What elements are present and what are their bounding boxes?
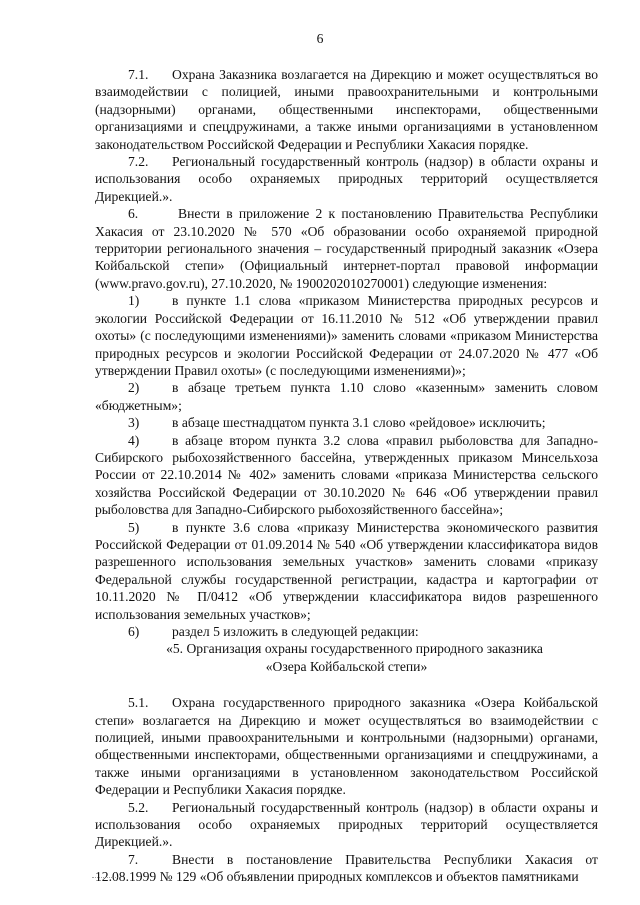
- section-heading-line-1: «5. Организация охраны государственного природного заказника: [166, 641, 543, 657]
- paragraph-number: 7.2.: [128, 154, 149, 170]
- paragraph-number: 5.2.: [128, 799, 149, 815]
- paragraph-number: 7.1.: [128, 67, 149, 82]
- list-item-5: [95, 519, 598, 623]
- paragraph-6: [95, 205, 598, 292]
- paragraph-text: Внести в приложение 2 к постановлению Правительства Республики Хакасия от 23.10.2020 № 570 «Об образовании особо охраняемой природной территории регионального значения – государственный природный заказник «Озера Койбальской степи» (Официальный интернет-портал правовой информации (www.pravo.gov.ru), 27.10.2020, № 1900202010270001) следующие изменения:: [95, 206, 598, 291]
- paragraph-number: 5.1.: [128, 695, 149, 711]
- list-item-1: [95, 292, 598, 379]
- paragraph-7-1: [95, 66, 598, 153]
- paragraph-text: Внести в постановление Правительства Республики Хакасия от 12.08.1999 № 129 «Об объявлении природных комплексов и объектов памятниками: [95, 851, 598, 885]
- list-item-text: в абзаце третьем пункта 1.10 слово «казенным» заменить словом «бюджетным»;: [95, 380, 598, 413]
- list-item-3: [95, 414, 598, 431]
- list-item-text: в абзаце втором пункта 3.2 слова «правил рыболовства для Западно-Сибирского рыбохозяйственного бассейна, утвержденных приказом Минсельхоза России от 22.10.2014 № 402» заменить словами «приказа Министерства сельского хозяйства Российской Федерации от 30.10.2020 № 646 «Об утверждении правил рыболовства для Западно-Сибирского рыбохозяйственного бассейна»;: [95, 432, 598, 518]
- list-item-number: 1): [128, 293, 140, 309]
- paragraph-text: Региональный государственный контроль (надзор) в области охраны и использования особо охраняемых природных территорий осуществляется Дирекцией.».: [95, 154, 598, 204]
- paragraph-number: 6.: [128, 206, 139, 222]
- section-heading-line-2: «Озера Койбальской степи»: [265, 658, 428, 674]
- list-item-4: [95, 432, 598, 519]
- paragraph-7: [95, 851, 598, 886]
- paragraph-7-2: [95, 153, 598, 205]
- list-item-number: 5): [128, 519, 140, 535]
- paragraph-text: Охрана Заказника возлагается на Дирекцию и может осуществляться во взаимодействии с полицией, иными правоохранительными и контрольными (надзорными) органами, общественными инспекторами, общественными организациями и спецдружинами, а также иными организациями в установленном законодательством Российской Федерации и Республики Хакасия порядке.: [95, 67, 598, 152]
- list-item-2: [95, 379, 598, 414]
- document-body: [95, 66, 598, 886]
- list-item-number: 3): [128, 415, 140, 431]
- scan-artifact: [92, 877, 118, 884]
- paragraph-5-1: [95, 694, 598, 798]
- list-item-number: 6): [128, 624, 140, 639]
- spacer: [95, 675, 598, 694]
- list-item-text: в пункте 3.6 слова «приказу Министерства экономического развития Российской Федерации от 01.09.2014 № 540 «Об утверждении классификатора видов разрешенного использования земельных участков» заменить словами «приказу Федеральной службы государственной регистрации, кадастра и картографии от 10.11.2020 № П/0412 «Об утверждении классификатора видов разрешенного использования земельных участков»;: [95, 519, 598, 622]
- list-item-number: 4): [128, 432, 140, 448]
- page-number: 6: [316, 31, 324, 46]
- list-item-6: [95, 623, 598, 640]
- paragraph-5-2: [95, 799, 598, 851]
- list-item-text: в абзаце шестнадцатом пункта 3.1 слово «рейдовое» исключить;: [172, 415, 546, 431]
- paragraph-text: Охрана государственного природного заказника «Озера Койбальской степи» возлагается на Дирекцию и может осуществляться во взаимодействии с полицией, иными правоохранительными и контрольными (надзорными) органами, общественными инспекторами, общественными организациями и спецдружинами, а также иными организациями в установленном законодательством Российской Федерации и Республики Хакасия порядке.: [95, 695, 598, 798]
- list-item-text: в пункте 1.1 слова «приказом Министерства природных ресурсов и экологии Российской Федерации от 16.11.2010 № 512 «Об утверждении правил охоты» (с последующими изменениями)» заменить словами «приказом Министерства природных ресурсов и экологии Российской Федерации от 24.07.2020 № 477 «Об утверждении Правил охоты» (с последующими изменениями)»;: [95, 293, 598, 378]
- paragraph-text: Региональный государственный контроль (надзор) в области охраны и использования особо охраняемых природных территорий осуществляется Дирекцией.».: [95, 799, 598, 850]
- paragraph-number: 7.: [128, 851, 139, 867]
- list-item-number: 2): [128, 380, 140, 396]
- list-item-text: раздел 5 изложить в следующей редакции:: [172, 624, 419, 639]
